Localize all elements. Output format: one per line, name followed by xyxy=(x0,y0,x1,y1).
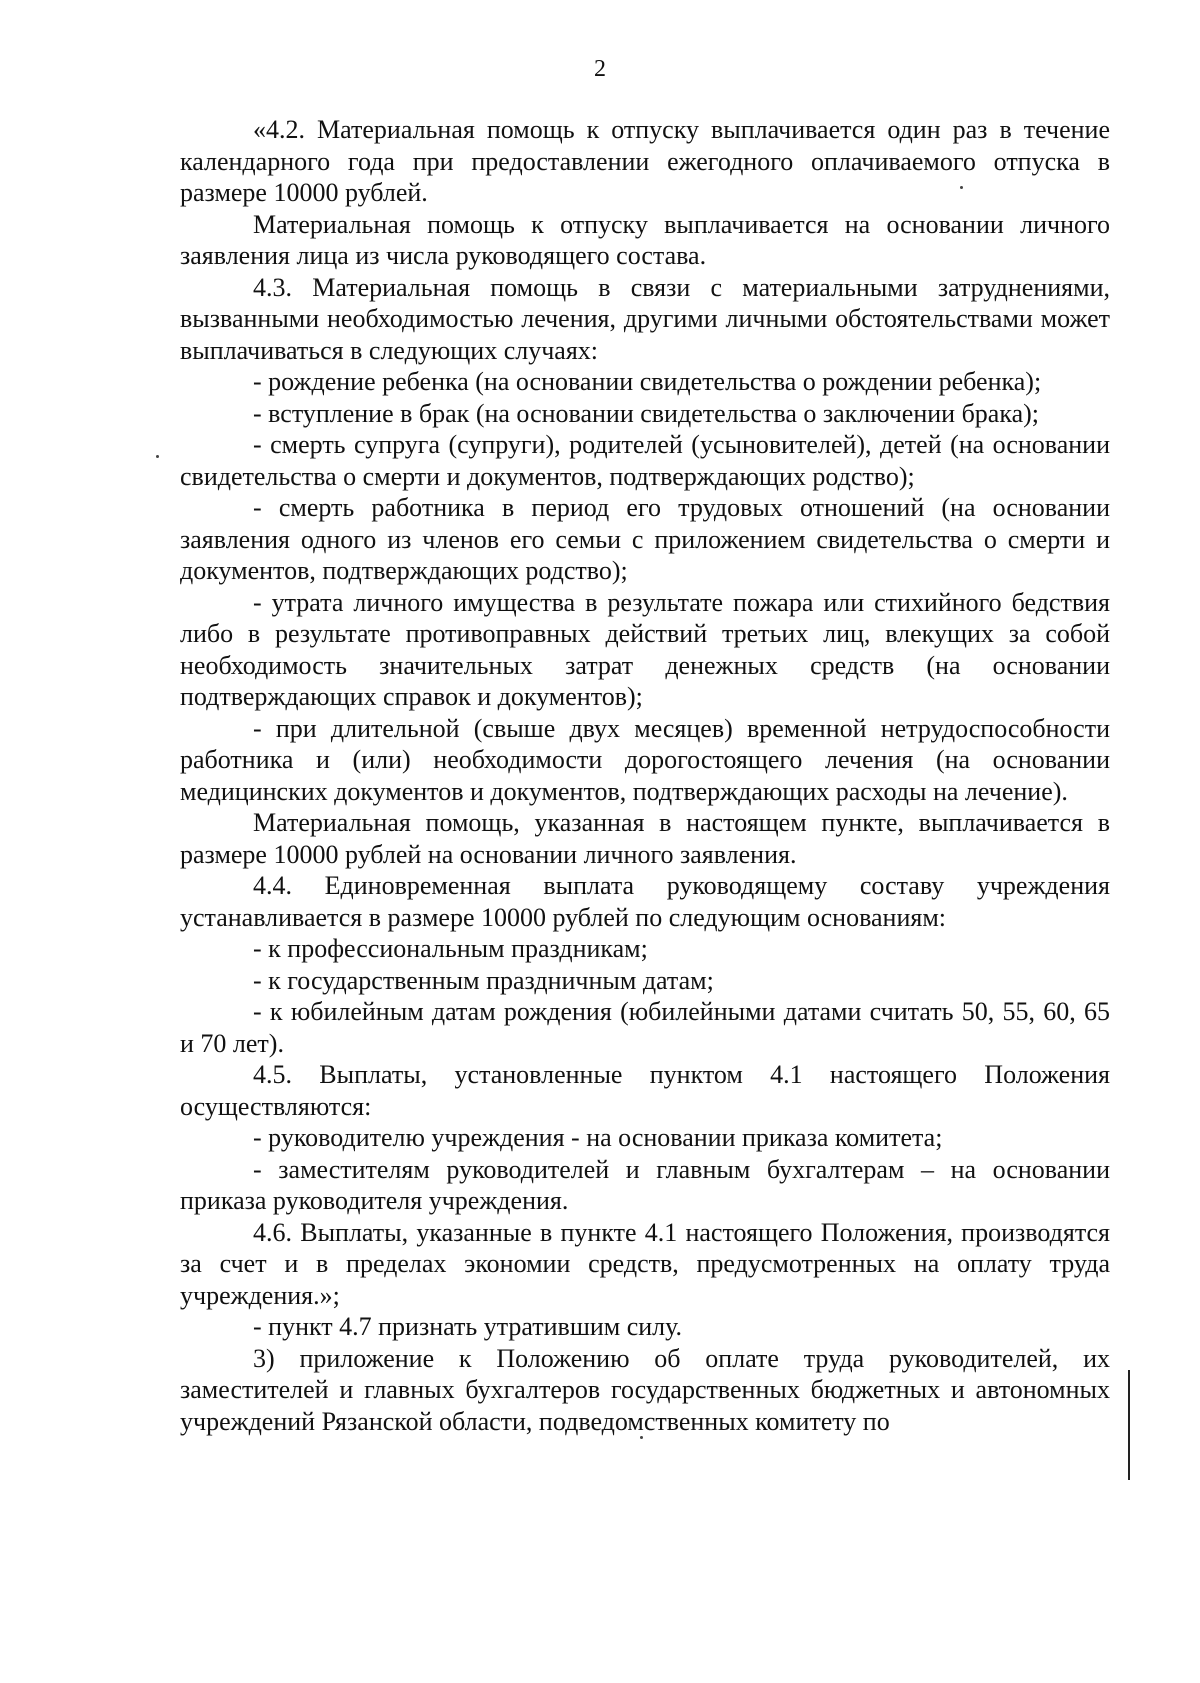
scan-speck xyxy=(156,455,159,458)
list-item-death-relative: - смерть супруга (супруги), родителей (усыновителей), детей (на основании свидетельства о смерти и документов, подтверждающих родство); xyxy=(180,430,1110,491)
list-item-professional-holidays: - к профессиональным праздникам; xyxy=(253,934,648,963)
paragraph-aid-amount: Материальная помощь, указанная в настоящем пункте, выплачивается в размере 10000 рублей на основании личного заявления. xyxy=(180,808,1110,869)
paragraph-4-4: 4.4. Единовременная выплата руководящему составу учреждения устанавливается в размере 10000 рублей по следующим основаниям: xyxy=(180,871,1110,932)
list-item-disability: - при длительной (свыше двух месяцев) временной нетрудоспособности работника и (или) необходимости дорогостоящего лечения (на основании медицинских документов и документов, подтверждающих расходы на лечение). xyxy=(180,713,1110,806)
paragraph-vacation-aid-basis: Материальная помощь к отпуску выплачивается на основании личного заявления лица из числа руководящего состава. xyxy=(180,209,1110,270)
list-item-4-7-void: - пункт 4.7 признать утратившим силу. xyxy=(253,1312,683,1341)
paragraph-4-2: «4.2. Материальная помощь к отпуску выплачивается один раз в течение календарного года при предоставлении ежегодного оплачиваемого отпуска в размере 10000 рублей. xyxy=(180,115,1110,207)
paragraph-4-6: 4.6. Выплаты, указанные в пункте 4.1 настоящего Положения, производятся за счет и в пределах экономии средств, предусмотренных на оплату труда учреждения.»; xyxy=(180,1217,1110,1310)
list-item-head: - руководителю учреждения - на основании приказа комитета; xyxy=(253,1123,943,1152)
list-item-birth: - рождение ребенка (на основании свидетельства о рождении ребенка); xyxy=(253,367,1042,396)
scan-edge-mark xyxy=(1128,1370,1130,1480)
page-number: 2 xyxy=(594,56,606,82)
list-item-deputies: - заместителям руководителей и главным бухгалтерам – на основании приказа руководителя учреждения. xyxy=(180,1154,1110,1215)
list-item-death-employee: - смерть работника в период его трудовых отношений (на основании заявления одного из членов его семьи с приложением свидетельства о смерти и документов, подтверждающих родство); xyxy=(180,493,1110,585)
paragraph-4-3: 4.3. Материальная помощь в связи с материальными затруднениями, вызванными необходимостью лечения, другими личными обстоятельствами может выплачиваться в следующих случаях: xyxy=(180,272,1110,365)
paragraph-appendix-3: 3) приложение к Положению об оплате труда руководителей, их заместителей и главных бухгалтеров государственных бюджетных и автономных учреждений Рязанской области, подведомственных комитету по xyxy=(180,1343,1110,1436)
scan-speck xyxy=(960,186,963,189)
list-item-marriage: - вступление в брак (на основании свидетельства о заключении брака); xyxy=(253,398,1039,428)
document-body xyxy=(180,114,1110,1437)
list-item-state-holidays: - к государственным праздничным датам; xyxy=(253,965,714,995)
list-item-jubilee-dates: - к юбилейным датам рождения (юбилейными датами считать 50, 55, 60, 65 и 70 лет). xyxy=(180,997,1110,1058)
paragraph-4-5: 4.5. Выплаты, установленные пунктом 4.1 настоящего Положения осуществляются: xyxy=(180,1060,1110,1121)
list-item-property-loss: - утрата личного имущества в результате пожара или стихийного бедствия либо в результате противоправных действий третьих лиц, влекущих за собой необходимость значительных затрат денежных средств (на основании подтверждающих справок и документов); xyxy=(180,587,1110,711)
scan-speck xyxy=(640,1436,643,1439)
